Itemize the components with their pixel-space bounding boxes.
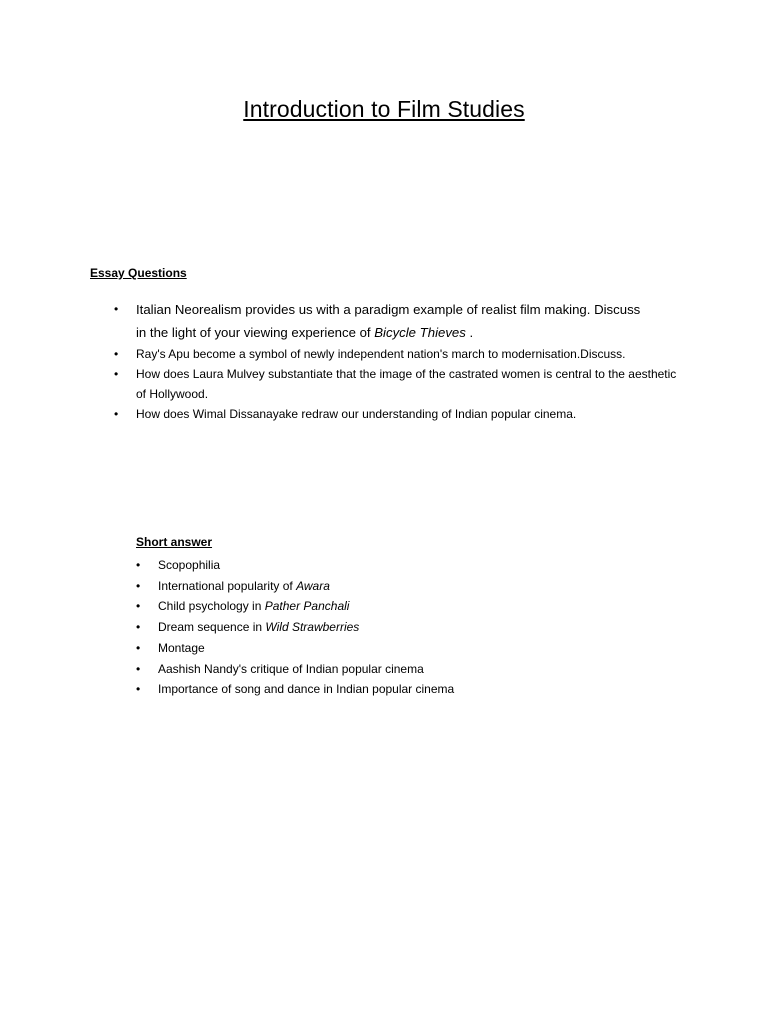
bullet-icon: •	[136, 620, 141, 635]
list-item	[136, 596, 636, 617]
bullet-icon: •	[136, 640, 141, 655]
essay-questions-heading: Essay Questions	[90, 266, 187, 280]
essay-item-text: Italian Neorealism provides us with a paradigm example of realist film making. Discuss	[136, 302, 641, 317]
essay-item-text: How does Laura Mulvey substantiate that the image of the castrated women is central to the aesthetic of Hollywood.	[136, 367, 677, 401]
bullet-icon: •	[114, 407, 119, 421]
bullet-icon: •	[136, 578, 141, 593]
short-item-text: Aashish Nandy's critique of Indian popular cinema	[158, 661, 424, 676]
short-item-text: Scopophilia	[158, 558, 221, 572]
essay-item-text: Ray's Apu become a symbol of newly independent nation's march to modernisation.Discuss.	[136, 347, 626, 361]
film-title: Bicycle Thieves	[374, 325, 466, 340]
list-item	[136, 576, 636, 597]
list-item	[136, 659, 636, 680]
bullet-icon: •	[136, 558, 141, 572]
page-title: Introduction to Film Studies	[243, 96, 525, 122]
list-item	[112, 298, 682, 344]
essay-questions-list	[112, 298, 682, 424]
short-item-text: Child psychology in	[158, 599, 265, 614]
short-item-text: Montage	[158, 640, 205, 655]
film-title: Wild Strawberries	[265, 620, 360, 635]
short-answer-heading: Short answer	[136, 535, 213, 549]
bullet-icon: •	[114, 367, 119, 381]
list-item	[136, 679, 636, 700]
list-item	[112, 404, 682, 424]
film-title: Awara	[296, 578, 330, 593]
essay-item-text: in the light of your viewing experience of	[136, 325, 375, 340]
essay-item-text: .	[465, 325, 474, 340]
film-title: Pather Panchali	[264, 599, 350, 614]
list-item	[112, 364, 682, 404]
list-item	[136, 617, 636, 638]
list-item	[136, 638, 636, 659]
bullet-icon: •	[136, 599, 141, 614]
bullet-icon: •	[136, 682, 141, 697]
list-item	[136, 555, 636, 576]
short-item-text: Dream sequence in	[158, 620, 266, 635]
short-item-text: Importance of song and dance in Indian popular cinema	[158, 682, 455, 697]
short-answer-list	[136, 555, 636, 700]
list-item	[112, 344, 682, 364]
bullet-icon: •	[114, 347, 119, 361]
bullet-icon: •	[114, 302, 119, 316]
essay-item-text: How does Wimal Dissanayake redraw our understanding of Indian popular cinema.	[136, 407, 577, 421]
short-item-text: International popularity of	[158, 578, 297, 593]
bullet-icon: •	[136, 661, 141, 676]
